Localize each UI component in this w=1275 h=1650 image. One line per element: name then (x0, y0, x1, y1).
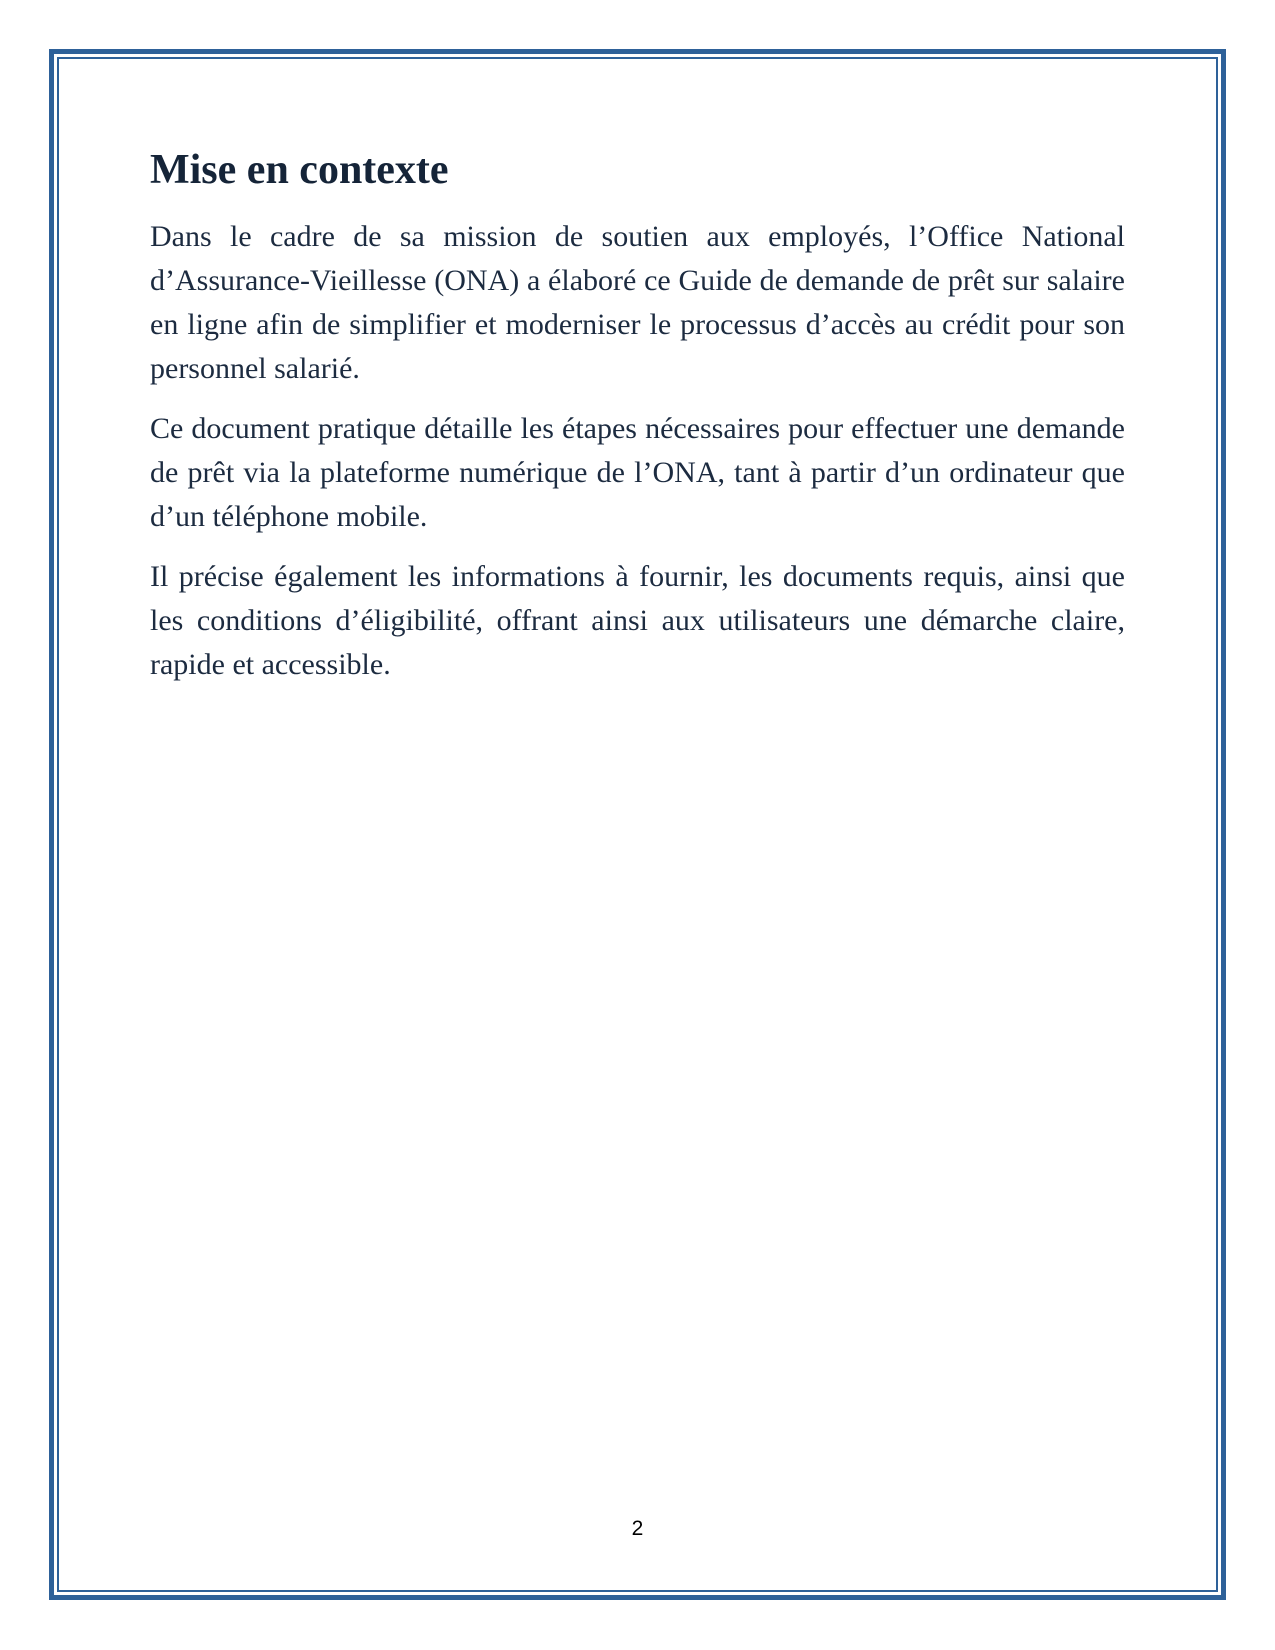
paragraph-1: Dans le cadre de sa mission de soutien aux employés, l’Office National d’Assurance-Vieillesse (ONA) a élaboré ce Guide de demande de prêt sur salaire en ligne afin de simplifier et moderniser le processus d’accès au crédit pour son personnel salarié. (150, 220, 1125, 386)
paragraph-3: Il précise également les informations à fournir, les documents requis, ainsi que les conditions d’éligibilité, offrant ainsi aux utilisateurs une démarche claire, rapide et accessible. (150, 560, 1125, 682)
section-heading: Mise en contexte (150, 147, 449, 193)
page-content (150, 145, 1125, 703)
page-number: 2 (631, 1517, 644, 1540)
paragraph-2: Ce document pratique détaille les étapes nécessaires pour effectuer une demande de prêt via la plateforme numérique de l’ONA, tant à partir d’un ordinateur que d’un téléphone mobile. (150, 412, 1125, 534)
